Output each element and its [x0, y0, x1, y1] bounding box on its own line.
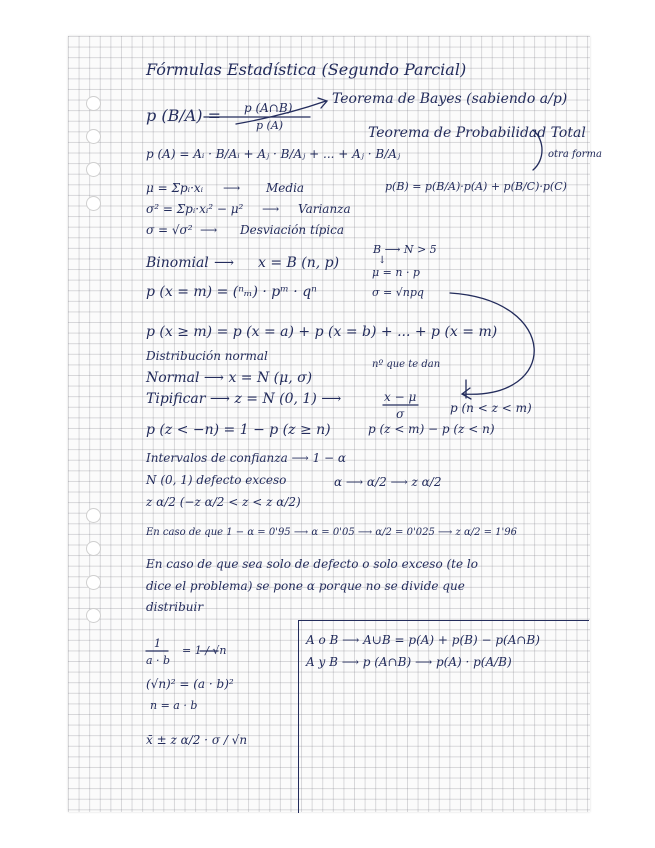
- cumulative-formula: p (x ≥ m) = p (x = a) + p (x = b) + ... + p (x = m): [146, 324, 498, 340]
- variance-label: Varianza: [298, 202, 351, 216]
- normal-line: Normal ⟶ x = N (μ, σ): [146, 370, 313, 386]
- binomial-pmf: p (x = m) = (ⁿₘ) · pᵐ · qⁿ: [146, 284, 317, 300]
- total-probability-alt: p(B) = p(B/A)·p(A) + p(B/C)·p(C): [385, 180, 567, 193]
- bayes-label: Teorema de Bayes (sabiendo a/p): [332, 91, 568, 107]
- bayes-denominator: p (A): [256, 119, 284, 132]
- sample-eq1-denominator: a · b: [146, 654, 171, 667]
- normal-complement: p (z < −n) = 1 − p (z ≥ n): [146, 422, 331, 438]
- normal-range: p (n < z < m): [450, 401, 532, 415]
- mean-label: Media: [266, 181, 305, 195]
- confidence-note-2: dice el problema) se pone α porque no se divide que: [146, 579, 465, 593]
- confidence-note-1: En caso de que sea solo de defecto o solo exceso (te lo: [146, 557, 478, 571]
- confidence-note-3: distribuir: [146, 600, 204, 614]
- binomial-side-arrow: ↓: [378, 255, 387, 266]
- binomial-arrow: ⟶: [214, 255, 235, 271]
- normal-heading: Distribución normal: [146, 349, 268, 363]
- bayes-lhs: p (B/A) =: [146, 106, 222, 125]
- bayes-numerator: p (A∩B): [244, 101, 293, 115]
- sample-eq1-rhs: = 1 / √n: [182, 644, 227, 657]
- sets-intersection: A y B ⟶ p (A∩B) ⟶ p(A) · p(A/B): [306, 655, 512, 669]
- confidence-z-line: z α/2 (−z α/2 < z < z α/2): [146, 495, 301, 509]
- variance-formula: σ² = Σpᵢ·xᵢ² − μ²: [146, 202, 244, 216]
- normal-note: nº que te dan: [372, 359, 441, 370]
- sets-union: A o B ⟶ A∪B = p(A) + p(B) − p(A∩B): [306, 633, 540, 647]
- sample-eq1-numerator: 1: [154, 637, 161, 650]
- sets-box: [298, 620, 589, 813]
- sample-eq2: (√n)² = (a · b)²: [146, 677, 234, 691]
- mean-formula: μ = Σpᵢ·xᵢ: [146, 181, 204, 195]
- total-probability-formula: p (A) = Aᵢ · B/Aᵢ + Aⱼ · B/Aⱼ + ... + Aⱼ · B/Aⱼ: [146, 147, 401, 161]
- confidence-defect-line: N (0, 1) defecto exceso: [146, 473, 287, 487]
- variance-arrow: ⟶: [262, 202, 280, 216]
- typify-fraction-num: x − μ: [384, 390, 417, 404]
- typify-fraction-den: σ: [396, 407, 405, 421]
- confidence-alpha-line: α ⟶ α/2 ⟶ z α/2: [334, 475, 442, 489]
- total-probability-note: otra forma: [548, 149, 602, 160]
- page-title: Fórmulas Estadística (Segundo Parcial): [146, 60, 467, 79]
- typify-line: Tipificar ⟶ z = N (0, 1) ⟶: [146, 391, 342, 407]
- binomial-label: Binomial: [146, 255, 209, 271]
- binomial-formula: x = B (n, p): [258, 255, 340, 271]
- confidence-heading: Intervalos de confianza ⟶ 1 − α: [146, 451, 346, 465]
- mean-arrow: ⟶: [223, 181, 241, 195]
- stddev-arrow: ⟶: [200, 223, 218, 237]
- normal-difference: p (z < m) − p (z < n): [368, 422, 495, 436]
- confidence-example: En caso de que 1 − α = 0'95 ⟶ α = 0'05 ⟶ α/2 = 0'025 ⟶ z α/2 = 1'96: [146, 527, 518, 538]
- total-probability-label: Teorema de Probabilidad Total: [368, 125, 586, 141]
- binomial-sigma: σ = √npq: [372, 286, 424, 299]
- binomial-mu: μ = n · p: [372, 266, 420, 279]
- sample-eq3: n = a · b: [150, 699, 198, 712]
- stddev-formula: σ = √σ²: [146, 223, 193, 237]
- sample-eq4: x̄ ± z α/2 · σ / √n: [146, 733, 248, 747]
- binomial-side-top: B ⟶ N > 5: [373, 243, 437, 256]
- stddev-label: Desviación típica: [240, 223, 345, 237]
